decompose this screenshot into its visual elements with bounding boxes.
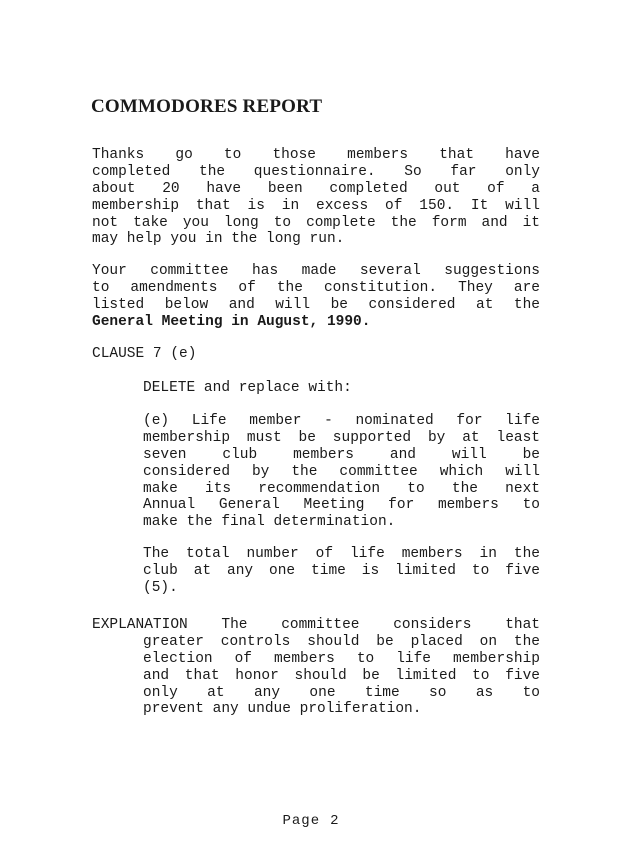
document-title: COMMODORES REPORT	[91, 96, 323, 117]
text-line: Annual General Meeting for members to	[143, 497, 540, 514]
text-line: election of members to life membership	[143, 650, 540, 667]
page-footer	[0, 813, 622, 829]
page-number: 2	[330, 813, 340, 829]
explanation-label: EXPLANATION	[92, 617, 188, 633]
text-line: only at any one time so as to	[143, 684, 540, 701]
text-line: listed below and will be considered at the	[92, 296, 540, 313]
page-label: Page	[282, 813, 321, 829]
explanation-lead: The committee considers that	[221, 617, 540, 633]
text-line: not take you long to complete the form and it	[92, 214, 540, 231]
text-line: make its recommendation to the next	[143, 480, 540, 497]
text-line: (e) Life member - nominated for life	[143, 413, 540, 429]
text-line: greater controls should be placed on the	[143, 633, 540, 650]
text-line: Your committee has made several suggestions	[92, 263, 540, 279]
text-line: to amendments of the constitution. They are	[92, 279, 540, 296]
meeting-date-text: General Meeting in August, 1990.	[92, 313, 371, 330]
clause-replacement-text	[143, 413, 540, 531]
text-line: prevent any undue proliferation.	[143, 701, 422, 718]
text-line: membership must be supported by at least	[143, 429, 540, 446]
amendments-paragraph	[92, 263, 540, 331]
text-line: considered by the committee which will	[143, 463, 540, 480]
explanation-body	[143, 634, 540, 718]
text-line: completed the questionnaire. So far only	[92, 163, 540, 180]
clause-heading	[92, 346, 540, 363]
clause-heading-text: CLAUSE 7 (e)	[92, 346, 197, 362]
text-line: club at any one time is limited to five	[143, 562, 540, 579]
text-line: seven club members and will be	[143, 446, 540, 463]
text-line: (5).	[143, 579, 178, 596]
text-line: membership that is in excess of 150. It will	[92, 197, 540, 214]
delete-instruction	[143, 380, 540, 397]
delete-instruction-text: DELETE and replace with:	[143, 380, 352, 396]
text-line: make the final determination.	[143, 514, 396, 531]
text-line: may help you in the long run.	[92, 231, 345, 248]
questionnaire-paragraph	[92, 147, 540, 248]
explanation-section	[92, 617, 540, 718]
text-line: about 20 have been completed out of a	[92, 180, 540, 197]
life-member-limit-text	[143, 546, 540, 597]
text-line: and that honor should be limited to five	[143, 667, 540, 684]
text-line: The total number of life members in the	[143, 546, 540, 562]
text-line: Thanks go to those members that have	[92, 147, 540, 163]
explanation-first-line	[92, 617, 540, 634]
